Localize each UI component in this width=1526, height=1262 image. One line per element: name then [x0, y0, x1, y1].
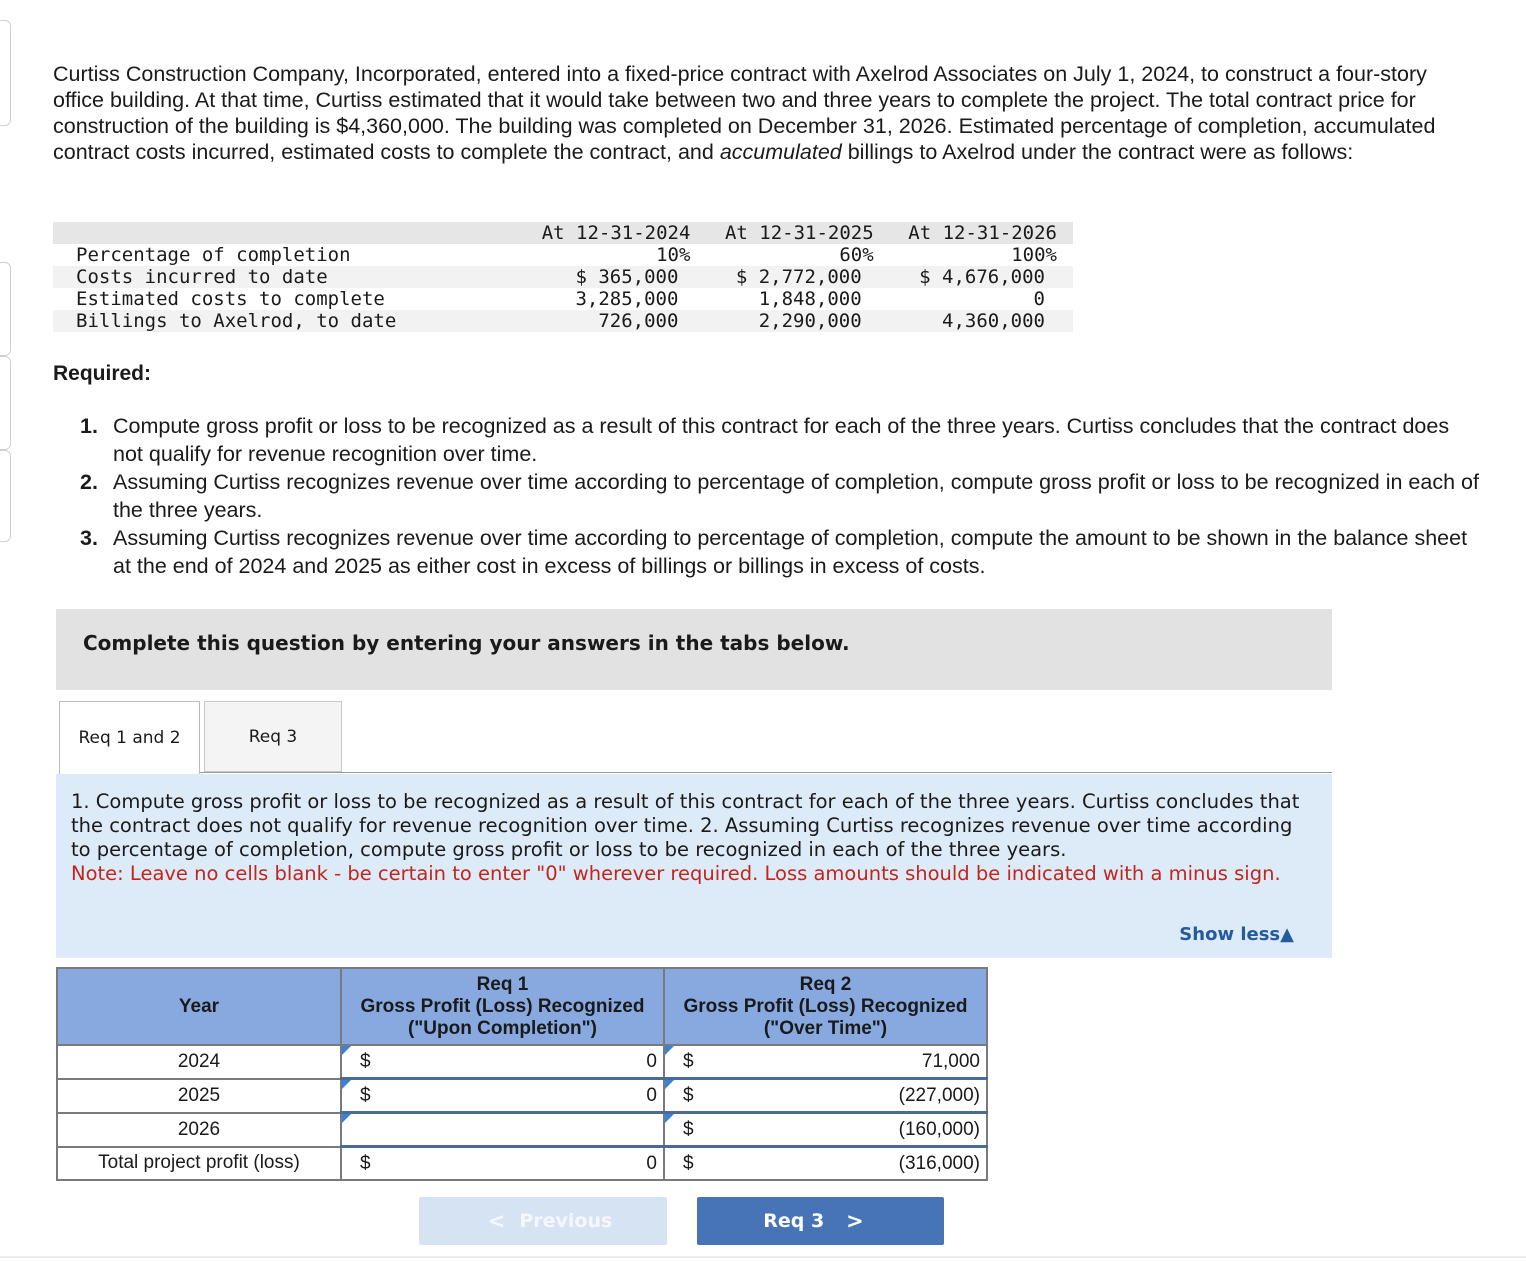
item-number: 1.: [80, 414, 98, 438]
cell-value: 4,360,000: [874, 310, 1073, 332]
required-heading: Required:: [53, 362, 152, 385]
flag-icon: [342, 1046, 351, 1055]
currency-symbol: $: [359, 1085, 371, 1106]
intro-text-end: billings to Axelrod under the contract were as follows:: [841, 140, 1354, 164]
item-number: 2.: [80, 470, 98, 494]
table-row: [53, 244, 1073, 266]
flag-icon: [342, 1080, 351, 1089]
currency-symbol: $: [359, 1051, 371, 1072]
row-label: Estimated costs to complete: [76, 288, 385, 310]
next-button[interactable]: [697, 1197, 944, 1245]
edge-tab: [0, 450, 11, 542]
cell-value: $ 2,772,000: [690, 266, 873, 288]
req2-total: [664, 1147, 987, 1181]
currency-symbol: $: [682, 1051, 694, 1072]
intro-text: Curtiss Construction Company, Incorporated, entered into a fixed-price contract with Axelrod Associates on July 1, 2024, to construct a four-story office building. At that time, Curtiss estimated that it would take between two and three years to complete the project. The total contract price for construction of the building is $4,360,000. The building was completed on December 31, 2026. Estimated percentage of completion, accumulated contract costs incurred, estimated costs to complete the contract, and: [53, 62, 1436, 164]
req2-header-line3: ("Over Time"): [763, 1017, 888, 1039]
banner-text: Complete this question by entering your answers in the tabs below.: [83, 631, 850, 655]
currency-symbol: $: [682, 1085, 694, 1106]
currency-symbol: $: [682, 1153, 694, 1174]
req1-header-line1: Req 1: [476, 973, 529, 995]
tab-req-3[interactable]: Req 3: [204, 701, 342, 772]
year-cell: 2026: [57, 1113, 341, 1147]
triangle-up-icon: ▲: [1280, 924, 1294, 945]
table-row: [53, 266, 1073, 288]
list-item: [80, 524, 1480, 580]
row-label: Billings to Axelrod, to date: [53, 310, 504, 332]
item-text: Compute gross profit or loss to be recognized as a result of this contract for each of the three years. Curtiss concludes that the contract does not qualify for revenue recognition over time.: [113, 414, 1450, 466]
previous-label: Previous: [519, 1210, 613, 1232]
edge-tab: [0, 20, 11, 126]
total-value: (316,000): [898, 1153, 980, 1174]
col-header-2025: At 12-31-2025: [690, 222, 873, 244]
total-label: Total project profit (loss): [57, 1147, 341, 1181]
req2-header-line2: Gross Profit (Loss) Recognized: [683, 995, 968, 1017]
req1-input-2025[interactable]: [341, 1079, 664, 1113]
requirements-list: [80, 412, 1480, 580]
col-header-year: Year: [57, 968, 341, 1045]
instructions-body: 1. Compute gross profit or loss to be recognized as a result of this contract for each of the three years. Curtiss concludes that the contract does not qualify for revenue recognition over time. 2. Assuming Curtiss recognizes revenue over time according to percentage of completion, compute gross profit or loss to be recognized in each of the three years.: [71, 790, 1300, 861]
instructions-panel: [56, 774, 1332, 958]
cell-value: 3,285,000: [575, 288, 679, 310]
list-item: [80, 412, 1480, 468]
instruction-banner: [56, 609, 1332, 690]
col-header-2024: At 12-31-2024: [504, 222, 690, 244]
item-text: Assuming Curtiss recognizes revenue over time according to percentage of completion, compute gross profit or loss to be recognized in each of the three years.: [113, 470, 1479, 522]
req1-header-line3: ("Upon Completion"): [407, 1017, 597, 1039]
flag-icon: [665, 1046, 674, 1055]
cell-value: 60%: [839, 244, 874, 266]
currency-symbol: $: [359, 1153, 371, 1174]
problem-intro: [53, 61, 1473, 165]
flag-icon: [665, 1080, 674, 1089]
input-value: 71,000: [921, 1051, 980, 1072]
bottom-divider: [0, 1256, 1526, 1258]
table-row: [57, 1113, 987, 1147]
edge-tab: [0, 356, 11, 450]
edge-tab: [0, 262, 11, 356]
year-cell: 2024: [57, 1045, 341, 1079]
show-less-label: Show less: [1179, 924, 1281, 945]
req2-header-line1: Req 2: [799, 973, 852, 995]
flag-icon: [665, 1114, 674, 1123]
table-row: [53, 288, 1073, 310]
col-header-req1: [341, 968, 664, 1045]
flag-icon: [342, 1114, 351, 1123]
req1-total: [341, 1147, 664, 1181]
req2-input-2026[interactable]: [664, 1113, 987, 1147]
cell-value: 100%: [1011, 244, 1057, 266]
input-value: (160,000): [898, 1119, 980, 1140]
table-row: [53, 310, 1073, 332]
list-item: [80, 468, 1480, 524]
req2-input-2025[interactable]: [664, 1079, 987, 1113]
tab-req-1-and-2[interactable]: Req 1 and 2: [59, 701, 200, 774]
row-label: Percentage of completion: [76, 244, 351, 266]
cell-value: $ 4,676,000: [874, 266, 1073, 288]
cell-value: $ 365,000: [504, 266, 690, 288]
year-cell: 2025: [57, 1079, 341, 1113]
chevron-right-icon: >: [846, 1209, 864, 1233]
instructions-note: Note: Leave no cells blank - be certain to enter "0" wherever required. Loss amounts should be indicated with a minus sign.: [71, 862, 1281, 885]
table-header-row: [53, 222, 1073, 244]
input-value: 0: [646, 1051, 657, 1072]
cell-value: 726,000: [504, 310, 690, 332]
cell-value: 2,290,000: [690, 310, 873, 332]
cell-value: 0: [1033, 288, 1045, 310]
show-less-toggle[interactable]: [1179, 924, 1294, 945]
col-header-2026: At 12-31-2026: [874, 222, 1073, 244]
req1-input-2026[interactable]: [341, 1113, 664, 1147]
chevron-left-icon: <: [487, 1209, 506, 1233]
row-label: Costs incurred to date: [53, 266, 504, 288]
req1-header-line2: Gross Profit (Loss) Recognized: [360, 995, 645, 1017]
input-value: (227,000): [898, 1085, 980, 1106]
item-number: 3.: [80, 526, 98, 550]
table-row: [57, 1079, 987, 1113]
cell-value: 1,848,000: [758, 288, 862, 310]
next-label: Req 3: [763, 1210, 825, 1232]
col-header-req2: [664, 968, 987, 1045]
table-row: [57, 1147, 987, 1181]
input-value: 0: [646, 1085, 657, 1106]
currency-symbol: $: [682, 1119, 694, 1140]
instructions-text: [71, 790, 1311, 886]
answer-header-row: [57, 968, 987, 1045]
total-value: 0: [646, 1153, 657, 1174]
tab-divider: [200, 772, 1332, 773]
table-row: [57, 1045, 987, 1079]
item-text: Assuming Curtiss recognizes revenue over time according to percentage of completion, compute the amount to be shown in the balance sheet at the end of 2024 and 2025 as either cost in excess of billings or billings in excess of costs.: [113, 526, 1468, 578]
cell-value: 10%: [656, 244, 691, 266]
previous-button[interactable]: [419, 1197, 667, 1245]
intro-emphasis: accumulated: [719, 140, 842, 164]
answer-table: [56, 967, 988, 1181]
req1-input-2024[interactable]: [341, 1045, 664, 1079]
contract-data-table: [53, 222, 1073, 332]
req2-input-2024[interactable]: [664, 1045, 987, 1079]
